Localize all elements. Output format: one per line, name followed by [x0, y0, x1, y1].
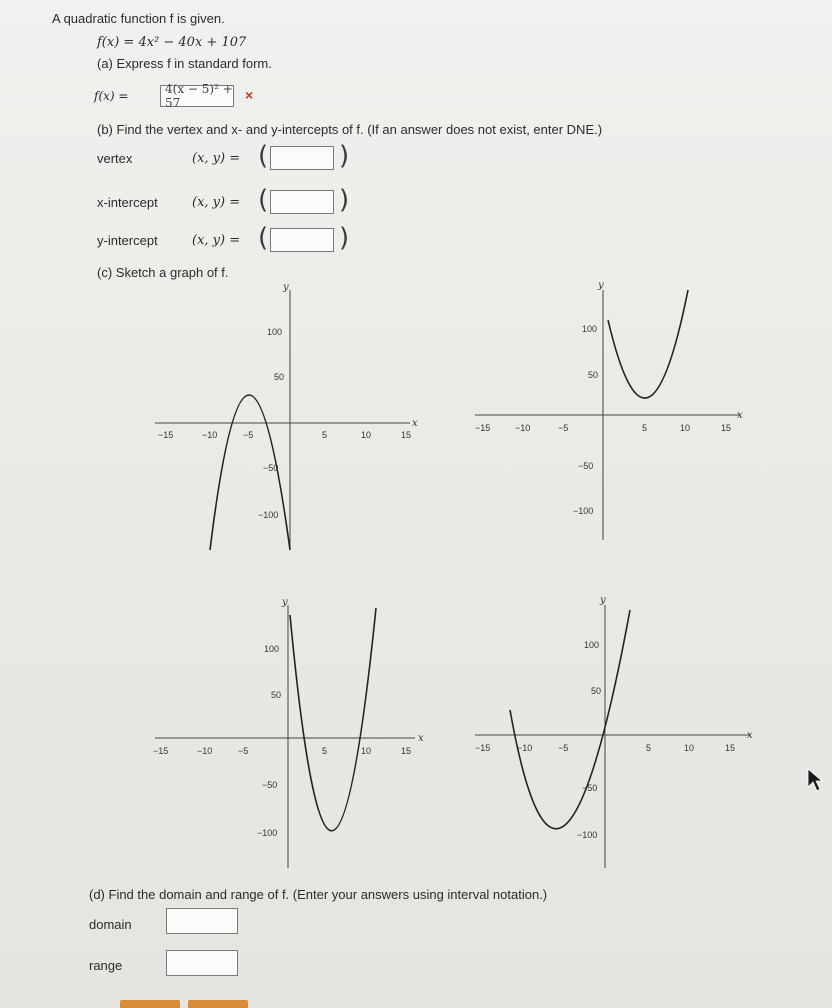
x-tick-label: 10 — [361, 430, 372, 440]
x-axis-label: x — [737, 410, 743, 421]
y-intercept-label: y-intercept — [97, 233, 158, 248]
x-tick-label: −5 — [558, 423, 569, 433]
y-tick-label: 100 — [584, 640, 600, 650]
x-tick-label: 10 — [361, 746, 372, 756]
parabola-curve — [290, 608, 376, 831]
x-tick-label: −10 — [517, 743, 533, 753]
part-c-text: (c) Sketch a graph of f. — [97, 265, 229, 280]
y-intercept-input[interactable] — [270, 228, 334, 252]
x-axis-label: x — [747, 730, 753, 741]
x-tick-label: 10 — [680, 423, 691, 433]
x-tick-label: −15 — [158, 430, 174, 440]
y-tick-label: −100 — [258, 510, 279, 520]
bottom-button-1[interactable] — [120, 1000, 180, 1008]
x-intercept-open-paren: ( — [258, 185, 269, 215]
x-tick-label: 15 — [721, 423, 732, 433]
y-axis-label: y — [283, 282, 289, 293]
vertex-label: vertex — [97, 151, 133, 166]
vertex-coord-label: (x, y) = — [192, 151, 241, 166]
part-b-text: (b) Find the vertex and x- and y-intercepts of f. (If an answer does not exist, enter DNE.) — [97, 122, 603, 137]
y-axis-label: y — [598, 280, 604, 291]
mouse-cursor-icon — [806, 767, 824, 793]
y-tick-label: 100 — [264, 644, 280, 654]
y-axis-label: y — [600, 595, 606, 606]
x-intercept-input[interactable] — [270, 190, 334, 214]
part-a-text: (a) Express f in standard form. — [97, 56, 272, 71]
y-tick-label: −50 — [262, 780, 278, 790]
parabola-curve — [510, 610, 630, 829]
x-tick-label: −5 — [558, 743, 569, 753]
y-tick-label: −50 — [582, 783, 598, 793]
y-tick-label: 100 — [267, 327, 283, 337]
x-tick-label: −15 — [475, 743, 491, 753]
standard-form-input[interactable]: 4(x − 5)² + 57 — [160, 85, 234, 107]
fx-label: f(x) = — [94, 89, 129, 103]
x-tick-label: −10 — [515, 423, 531, 433]
y-tick-label: 50 — [271, 690, 282, 700]
graph-option-4[interactable] — [470, 590, 760, 870]
x-tick-label: 5 — [322, 746, 328, 756]
y-tick-label: −50 — [578, 461, 594, 471]
y-tick-label: 50 — [588, 370, 599, 380]
function-definition: f(x) = 4x² − 40x + 107 — [97, 35, 247, 50]
y-intercept-open-paren: ( — [258, 223, 269, 253]
x-intercept-close-paren: ) — [339, 185, 350, 215]
parabola-curve — [608, 290, 688, 398]
y-tick-label: −50 — [263, 463, 279, 473]
graph-option-2[interactable] — [470, 280, 750, 550]
x-tick-label: −15 — [153, 746, 169, 756]
graph-option-1[interactable] — [150, 280, 420, 550]
x-axis-label: x — [412, 418, 418, 429]
y-tick-label: 100 — [582, 324, 598, 334]
y-tick-label: −100 — [577, 830, 598, 840]
domain-label: domain — [89, 917, 132, 932]
incorrect-mark-icon: × — [245, 87, 254, 103]
domain-input[interactable] — [166, 908, 238, 934]
x-intercept-label: x-intercept — [97, 195, 158, 210]
parabola-curve — [210, 395, 290, 550]
y-tick-label: −100 — [573, 506, 594, 516]
x-tick-label: 15 — [725, 743, 736, 753]
y-axis-label: y — [282, 597, 288, 608]
x-intercept-coord-label: (x, y) = — [192, 195, 241, 210]
y-intercept-close-paren: ) — [339, 223, 350, 253]
y-intercept-coord-label: (x, y) = — [192, 233, 241, 248]
x-tick-label: 15 — [401, 746, 412, 756]
vertex-close-paren: ) — [339, 141, 350, 171]
x-tick-label: 5 — [642, 423, 648, 433]
x-tick-label: 15 — [401, 430, 412, 440]
x-tick-label: 5 — [646, 743, 652, 753]
x-tick-label: 10 — [684, 743, 695, 753]
graph-option-3[interactable] — [150, 590, 424, 870]
y-tick-label: 50 — [591, 686, 602, 696]
x-tick-label: −10 — [197, 746, 213, 756]
x-tick-label: −15 — [475, 423, 491, 433]
x-axis-label: x — [418, 733, 424, 744]
range-label: range — [89, 958, 123, 973]
y-tick-label: −100 — [257, 828, 278, 838]
part-d-text: (d) Find the domain and range of f. (Enter your answers using interval notation.) — [89, 887, 548, 902]
bottom-button-2[interactable] — [188, 1000, 248, 1008]
intro-text: A quadratic function f is given. — [52, 11, 225, 26]
range-input[interactable] — [166, 950, 238, 976]
x-tick-label: 5 — [322, 430, 328, 440]
y-tick-label: 50 — [274, 372, 285, 382]
vertex-input[interactable] — [270, 146, 334, 170]
x-tick-label: −10 — [202, 430, 218, 440]
vertex-open-paren: ( — [258, 141, 269, 171]
x-tick-label: −5 — [243, 430, 254, 440]
x-tick-label: −5 — [238, 746, 249, 756]
